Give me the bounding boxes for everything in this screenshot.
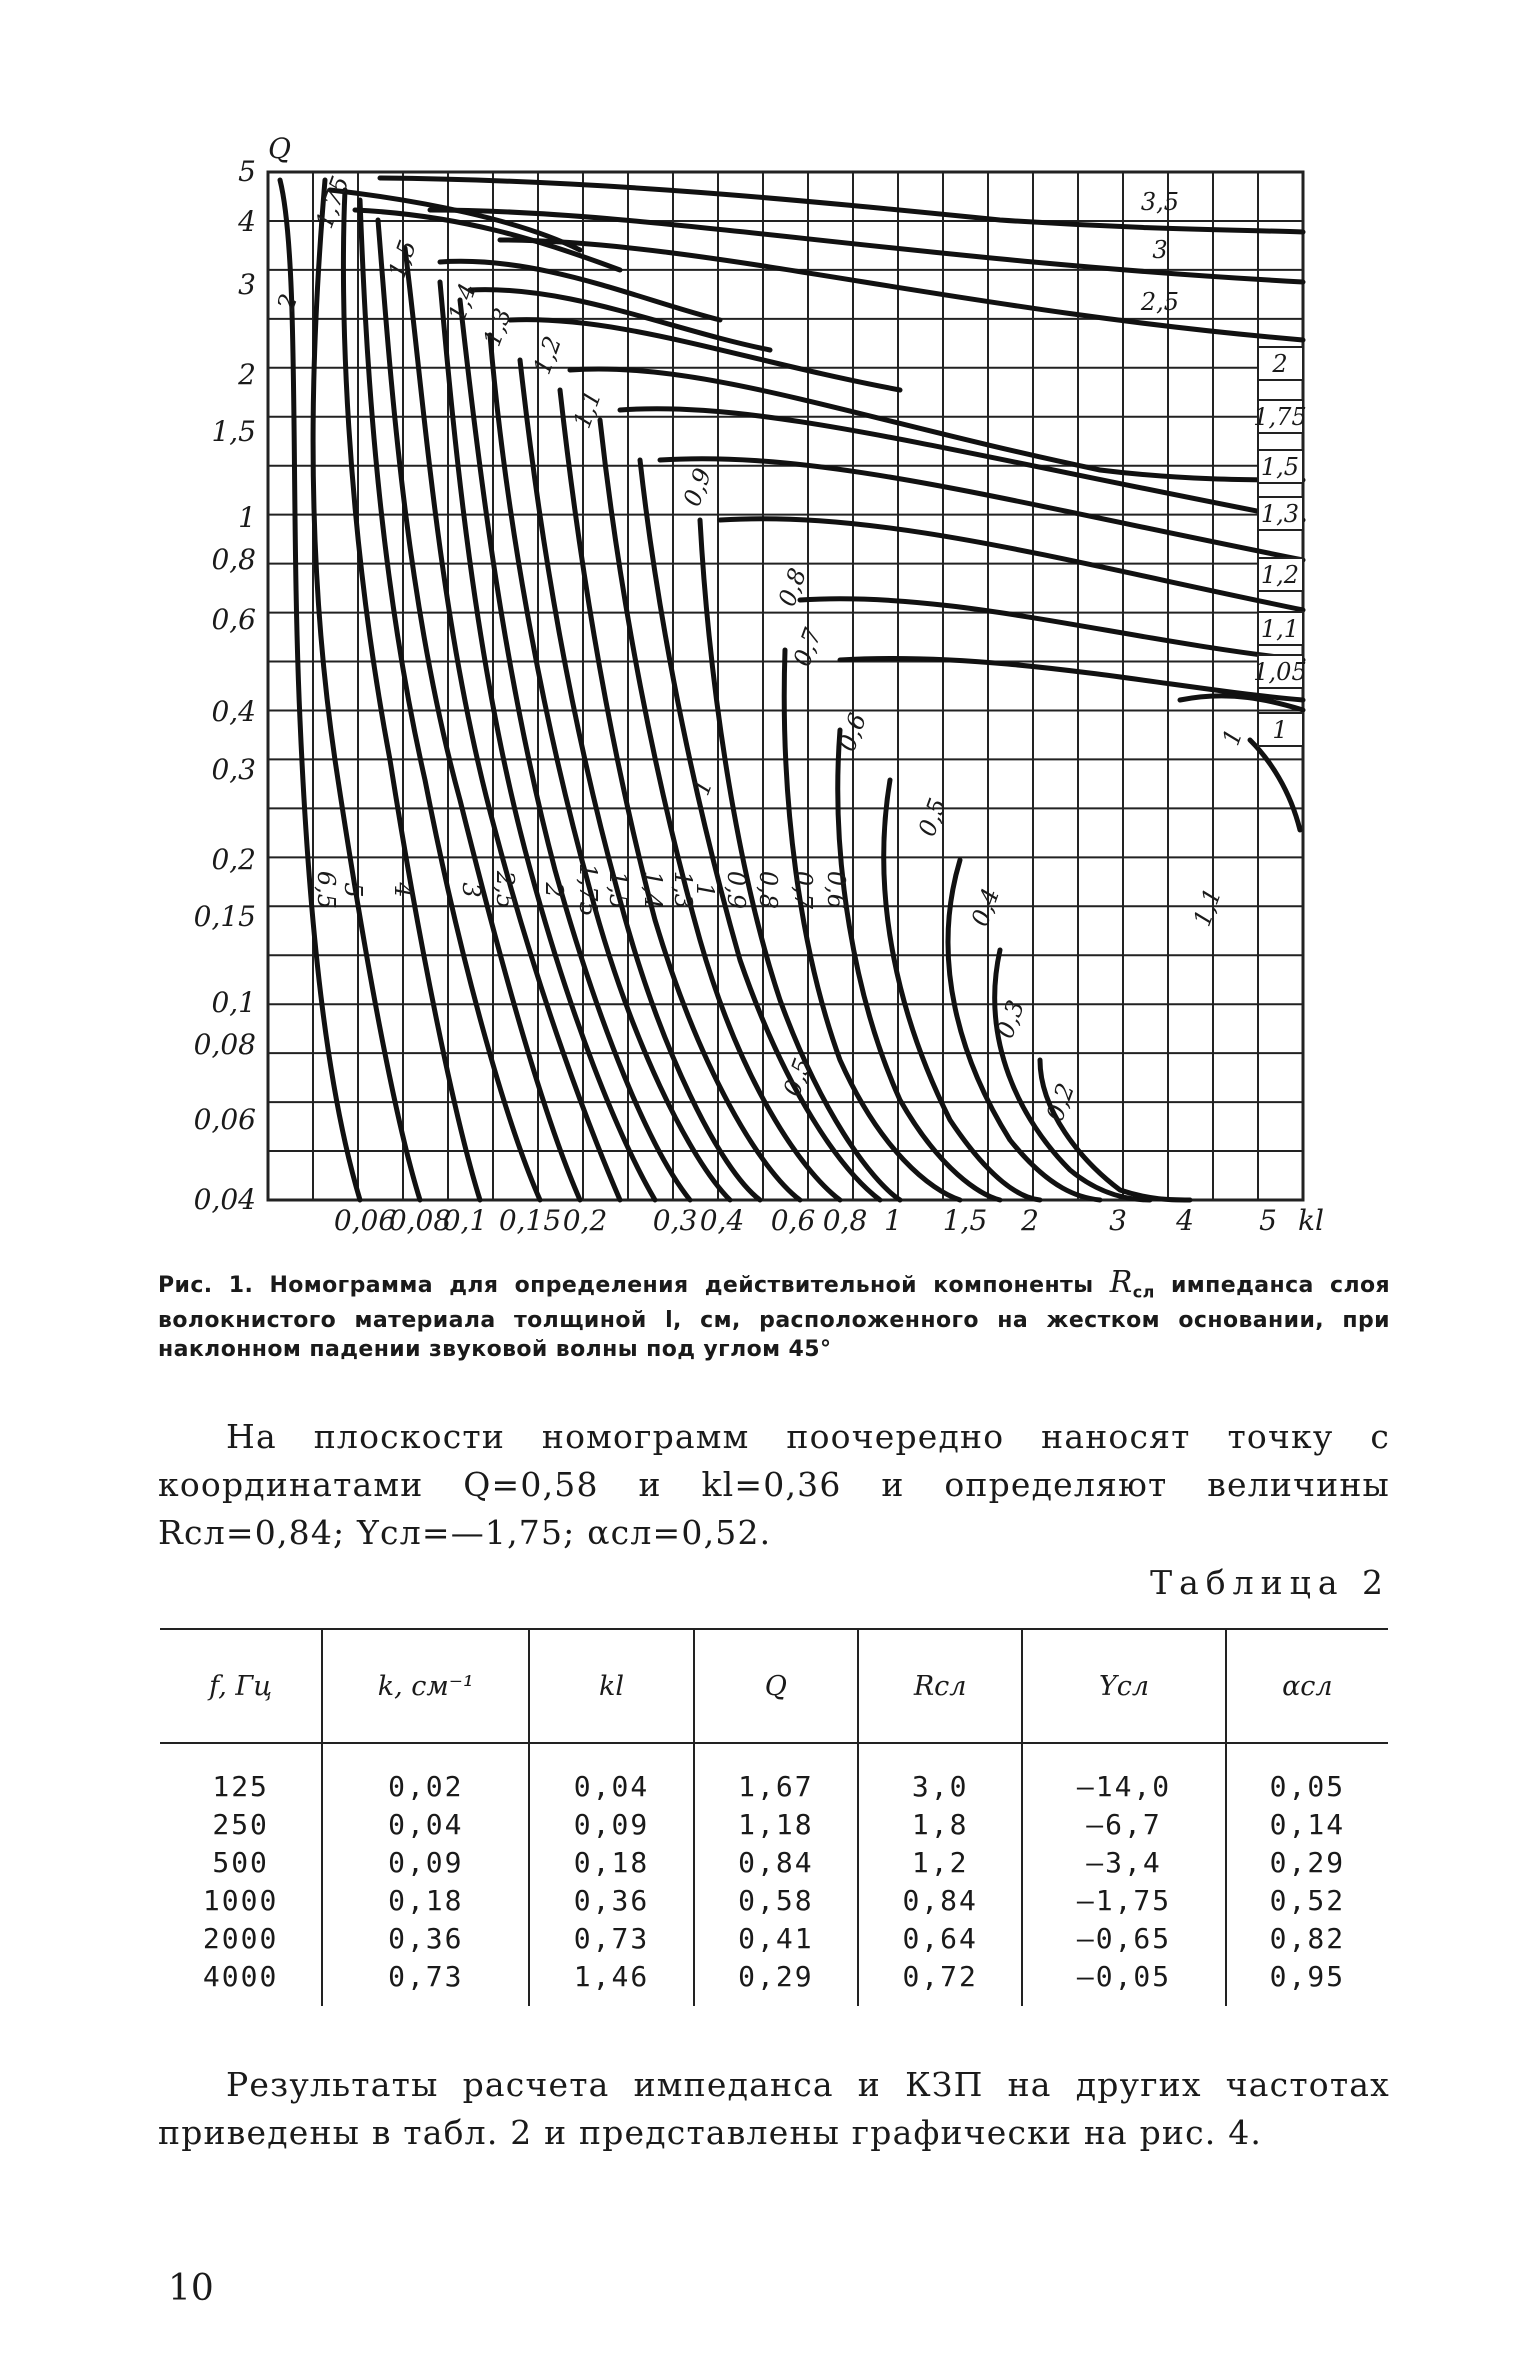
y-tick-label: 2 [238, 358, 256, 391]
cell: 125 [212, 1769, 269, 1803]
y-tick-label: 0,2 [211, 843, 256, 876]
contour-curve [995, 950, 1150, 1200]
x-tick-label: 2 [1021, 1204, 1039, 1237]
contour-label: 1,75 [310, 172, 355, 233]
y-tick-label: 0,4 [211, 695, 256, 728]
y-tick-label: 4 [238, 205, 256, 238]
table-row [160, 1843, 1388, 1881]
x-tick-label: 1 [884, 1204, 902, 1237]
cell: 1,18 [694, 1805, 858, 1843]
cell: 0,41 [694, 1919, 858, 1957]
cell: —6,7 [1022, 1805, 1225, 1843]
y-tick-label: 0,6 [211, 603, 256, 636]
cell: 0,09 [529, 1805, 693, 1843]
caption-text-before: Номограмма для определения действительной компоненты [253, 1273, 1110, 1298]
contour-label: 6,5 [312, 870, 340, 910]
cell: 0,95 [1226, 1957, 1388, 2006]
right-contour-label: 3,5 [1140, 188, 1180, 216]
cell: 0,09 [322, 1843, 529, 1881]
contour-label: 0,5 [777, 1054, 818, 1100]
y-tick-label: 0,3 [211, 753, 256, 786]
cell: 0,72 [858, 1957, 1022, 2006]
contour-label: 5 [339, 882, 367, 898]
table-row [160, 1743, 1388, 1805]
cell: 250 [212, 1807, 269, 1841]
contour-label: 0,9 [722, 870, 750, 910]
nomogram-curves [280, 178, 1303, 1200]
right-contour-label: 2 [1272, 350, 1288, 378]
header-q: Q [694, 1629, 858, 1743]
cell: 3,0 [858, 1743, 1022, 1805]
cell: 0,52 [1226, 1881, 1388, 1919]
contour-curve [343, 190, 483, 1200]
paragraph-coordinates: На плоскости номограмм поочередно наносят точку с координатами Q=0,58 и kl=0,36 и определяют величины Rсл=0,84; Yсл=—1,75; αсл=0,52. [158, 1417, 1390, 1552]
cell: 1000 [202, 1883, 279, 1917]
contour-label: 1,1 [567, 386, 608, 432]
cell: 0,18 [529, 1843, 693, 1881]
cell: 1,46 [529, 1957, 693, 2006]
x-tick-label: 0,2 [562, 1204, 608, 1237]
contour-label: 1 [1216, 725, 1249, 750]
caption-subscript: сл [1132, 1282, 1155, 1302]
y-tick-label: 0,1 [211, 986, 256, 1019]
cell: 0,04 [322, 1805, 529, 1843]
x-tick-label: 3 [1109, 1204, 1127, 1237]
paragraph-results: Результаты расчета импеданса и КЗП на других частотах приведены в табл. 2 и представлены графически на рис. 4. [158, 2065, 1390, 2152]
y-tick-label: 0,04 [193, 1183, 256, 1216]
right-contour-label: 3 [1152, 236, 1168, 264]
right-contour-label: 1,05 [1253, 658, 1307, 686]
cell: 0,05 [1226, 1743, 1388, 1805]
cell: 0,02 [322, 1743, 529, 1805]
header-y: Yсл [1022, 1629, 1225, 1743]
cell: 0,18 [322, 1881, 529, 1919]
contour-label: 0,6 [822, 870, 850, 910]
x-tick-label: 0,8 [822, 1204, 868, 1237]
table-row [160, 1957, 1388, 2006]
right-contour-label: 1,75 [1253, 403, 1307, 431]
contour-curve [884, 780, 1040, 1200]
cell: 1,67 [694, 1743, 858, 1805]
contour-label: 1,4 [442, 279, 483, 325]
y-tick-label: 3 [238, 268, 256, 301]
header-alpha: αсл [1226, 1629, 1388, 1743]
table-row [160, 1919, 1388, 1957]
cell: 0,82 [1226, 1919, 1388, 1957]
contour-label: 1,75 [574, 863, 602, 917]
contour-label: 2 [271, 290, 304, 315]
cell: 2000 [202, 1921, 279, 1955]
header-r: Rсл [858, 1629, 1022, 1743]
figure-caption [158, 1265, 1391, 1364]
contour-label: 1 [691, 882, 719, 898]
contour-curve [567, 369, 1303, 480]
cell: 0,36 [322, 1919, 529, 1957]
page-number: 10 [168, 2268, 214, 2309]
caption-text-after: импеданса слоя волокнистого материала толщиной l, см, расположенного на жестком основании, при наклонном падении звуковой волны под углом 45° [158, 1273, 1391, 1363]
y-tick-label: 1 [238, 501, 256, 534]
x-tick-label: 0,1 [442, 1204, 488, 1237]
cell: 4000 [202, 1959, 279, 1993]
cell: 0,36 [529, 1881, 693, 1919]
cell: 0,84 [858, 1881, 1022, 1919]
cell: 0,58 [694, 1881, 858, 1919]
right-contour-label: 2,5 [1140, 288, 1180, 316]
header-k: k, см⁻¹ [322, 1629, 529, 1743]
y-tick-label: 0,8 [211, 543, 256, 576]
contour-curve [520, 360, 760, 1200]
results-table [160, 1628, 1388, 2006]
contour-label: 1 [686, 775, 719, 800]
caption-symbol: R [1109, 1265, 1133, 1300]
cell: 0,04 [529, 1743, 693, 1805]
contour-label: 1,5 [382, 236, 423, 282]
contour-label: 0,7 [789, 870, 817, 910]
contour-label: 0,5 [912, 794, 953, 840]
table-row [160, 1881, 1388, 1919]
x-tick-label: 0,4 [699, 1204, 745, 1237]
contour-label: 1,5 [604, 870, 632, 910]
cell: 0,73 [322, 1957, 529, 2006]
contour-label: 1,3 [669, 870, 697, 910]
contour-label: 0,4 [965, 884, 1006, 930]
cell: 0,29 [694, 1957, 858, 2006]
cell: —14,0 [1022, 1743, 1225, 1805]
cell: —1,75 [1022, 1881, 1225, 1919]
cell: 1,2 [858, 1843, 1022, 1881]
x-tick-label: 0,15 [498, 1204, 562, 1237]
kl-axis-label: kl [1298, 1204, 1324, 1237]
cell: 0,64 [858, 1919, 1022, 1957]
y-tick-label: 0,08 [193, 1028, 256, 1061]
right-contour-label: 1,1 [1260, 615, 1300, 643]
y-tick-label: 1,5 [211, 415, 256, 448]
table-row [160, 1805, 1388, 1843]
contour-curve [800, 599, 1303, 660]
contour-label: 3 [457, 882, 485, 898]
contour-label: 0,3 [990, 996, 1031, 1042]
x-tick-label: 0,06 [333, 1204, 397, 1237]
x-tick-label: 0,3 [652, 1204, 698, 1237]
contour-label: 0,9 [677, 464, 718, 510]
cell: —0,65 [1022, 1919, 1225, 1957]
contour-label: 1,3 [477, 304, 518, 350]
right-contour-label: 1,2 [1260, 561, 1300, 589]
cell: 500 [212, 1845, 269, 1879]
cell: —3,4 [1022, 1843, 1225, 1881]
contour-label: 1,2 [527, 332, 568, 378]
contour-label: 0,7 [787, 624, 828, 670]
cell: 0,14 [1226, 1805, 1388, 1843]
x-tick-label: 5 [1259, 1204, 1277, 1237]
header-frequency: f, Гц [160, 1629, 322, 1743]
contour-curve [620, 409, 1303, 520]
cell: 0,73 [529, 1919, 693, 1957]
cell: 0,29 [1226, 1843, 1388, 1881]
x-tick-label: 0,08 [388, 1204, 452, 1237]
cell: —0,05 [1022, 1957, 1225, 2006]
contour-curve [838, 730, 1000, 1200]
cell: 1,8 [858, 1805, 1022, 1843]
x-tick-label: 1,5 [942, 1204, 988, 1237]
y-tick-label: 5 [238, 155, 256, 188]
table-header-row [160, 1629, 1388, 1743]
contour-label: 0,2 [1040, 1079, 1081, 1125]
contour-label: 1,4 [639, 870, 667, 910]
right-contour-label: 1,5 [1260, 453, 1300, 481]
contour-curve [280, 180, 360, 1200]
x-tick-label: 0,6 [770, 1204, 816, 1237]
contour-label: 0,8 [754, 870, 782, 910]
x-tick-label: 4 [1176, 1204, 1194, 1237]
right-contour-label: 1 [1272, 716, 1288, 744]
header-kl: kl [529, 1629, 693, 1743]
cell: 0,84 [694, 1843, 858, 1881]
table-title: Таблица 2 [1150, 1563, 1390, 1602]
contour-label: 0,8 [772, 564, 813, 610]
y-tick-label: 0,15 [193, 900, 256, 933]
contour-label: 4 [389, 882, 417, 898]
y-tick-label: 0,06 [193, 1103, 256, 1136]
right-contour-label: 1,3 [1260, 500, 1300, 528]
contour-label: 1,1 [1187, 884, 1228, 930]
contour-label: 0,6 [832, 709, 873, 755]
q-axis-label: Q [268, 132, 291, 165]
figure-number: Рис. 1. [158, 1273, 254, 1298]
contour-label: 2 [540, 882, 568, 898]
contour-label: 2,5 [491, 870, 519, 910]
